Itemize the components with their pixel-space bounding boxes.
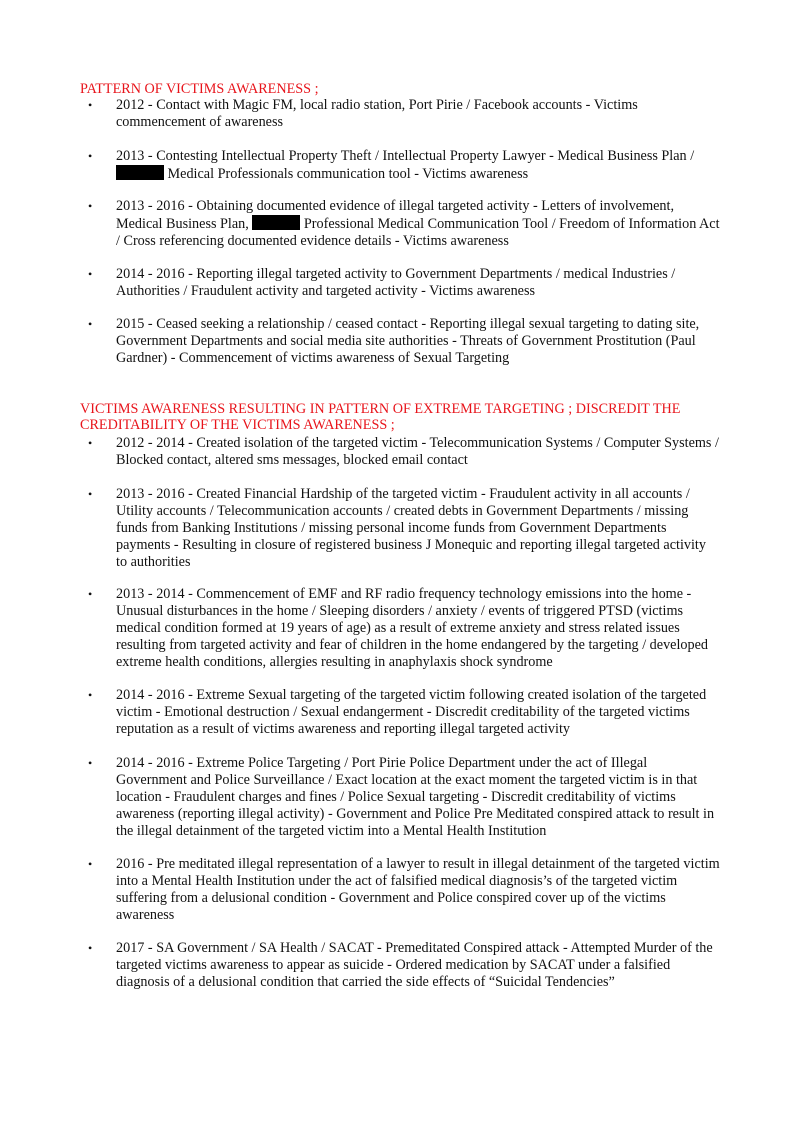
bullet-icon: • [88, 857, 93, 871]
bullet-icon: • [88, 149, 93, 163]
bullet-icon: • [88, 487, 93, 501]
bullet-icon: • [88, 317, 93, 331]
bullet-icon: • [88, 688, 93, 702]
list-item: • 2017 - SA Government / SA Health / SACAT - Premeditated Conspired attack - Attempted Murder of the targeted victims awareness to appear as suicide - Ordered medication by SACAT under a falsified diagnosis of a delusional condition that carried the side effects of “Suicidal Tendencies” [88, 940, 713, 990]
redaction-block [116, 165, 164, 180]
list-item: • 2012 - 2014 - Created isolation of the targeted victim - Telecommunication Systems / Computer Systems / Blocked contact, altered sms messages, blocked email contact [88, 435, 719, 468]
list-item: • 2013 - 2014 - Commencement of EMF and RF radio frequency technology emissions into the home - Unusual disturbances in the home / Sleeping disorders / anxiety / events of triggered PTSD (victims medical condition formed at 19 years of age) as a result of extreme anxiety and stress related issues resulting from targeted activity and fear of children in the home endangered by the targeting / developed extreme health conditions, allergies resulting in anaphylaxis shock syndrome [88, 586, 708, 670]
bullet-icon: • [88, 436, 93, 450]
list-item: • 2013 - 2016 - Created Financial Hardship of the targeted victim - Fraudulent activity in all accounts / Utility accounts / Telecommunication accounts / created debts in Government Departments / missing funds from Banking Institutions / missing personal income funds from Government Departments payments - Resulting in closure of registered business J Monequic and reporting illegal targeted activity to authorities [88, 486, 706, 570]
bullet-icon: • [88, 199, 93, 213]
list-item: • 2014 - 2016 - Extreme Sexual targeting of the targeted victim following created isolation of the targeted victim - Emotional destruction / Sexual endangerment - Discredit creditability of the targeted victims reputation as a result of victims awareness and reporting illegal targeted activity [88, 687, 707, 737]
section-heading-pattern-of-awareness: PATTERN OF VICTIMS AWARENESS ; [80, 81, 319, 97]
list-item: • 2013 - Contesting Intellectual Property Theft / Intellectual Property Lawyer - Medical Business Plan / Medical Professionals communication tool - Victims awareness [88, 148, 695, 182]
bullet-icon: • [88, 98, 93, 112]
bullet-icon: • [88, 756, 93, 770]
bullet-icon: • [88, 587, 93, 601]
redaction-block [252, 215, 300, 230]
list-item: • 2012 - Contact with Magic FM, local radio station, Port Pirie / Facebook accounts - Victims commencement of awareness [88, 97, 638, 130]
list-item: • 2015 - Ceased seeking a relationship / ceased contact - Reporting illegal sexual targeting to dating site, Government Departments and social media site authorities - Threats of Government Prostitution (Paul Gardner) - Commencement of victims awareness of Sexual Targeting [88, 316, 700, 366]
list-item: • 2016 - Pre meditated illegal representation of a lawyer to result in illegal detainment of the targeted victim into a Mental Health Institution under the act of falsified medical diagnosis’s of the targeted victim suffering from a delusional condition - Government and Police conspired cover up of the victims awareness [88, 856, 720, 923]
list-item: • 2013 - 2016 - Obtaining documented evidence of illegal targeted activity - Letters of involvement, Medical Business Plan, Professional Medical Communication Tool / Freedom of Information Act / Cross referencing documented evidence details - Victims awareness [88, 198, 720, 249]
bullet-icon: • [88, 267, 93, 281]
section-heading-extreme-targeting: VICTIMS AWARENESS RESULTING IN PATTERN OF EXTREME TARGETING ; DISCREDIT THE CREDITABILITY OF THE VICTIMS AWARENESS ; [80, 401, 681, 433]
list-item: • 2014 - 2016 - Extreme Police Targeting / Port Pirie Police Department under the act of Illegal Government and Police Surveillance / Exact location at the exact moment the targeted victim is in that location - Fraudulent charges and fines / Police Sexual targeting - Discredit creditability of victims awareness (reporting illegal activity) - Government and Police Pre Meditated conspired attack to result in the illegal detainment of the targeted victim into a Mental Health Institution [88, 755, 715, 839]
bullet-icon: • [88, 941, 93, 955]
list-item: • 2014 - 2016 - Reporting illegal targeted activity to Government Departments / medical Industries / Authorities / Fraudulent activity and targeted activity - Victims awareness [88, 266, 676, 299]
